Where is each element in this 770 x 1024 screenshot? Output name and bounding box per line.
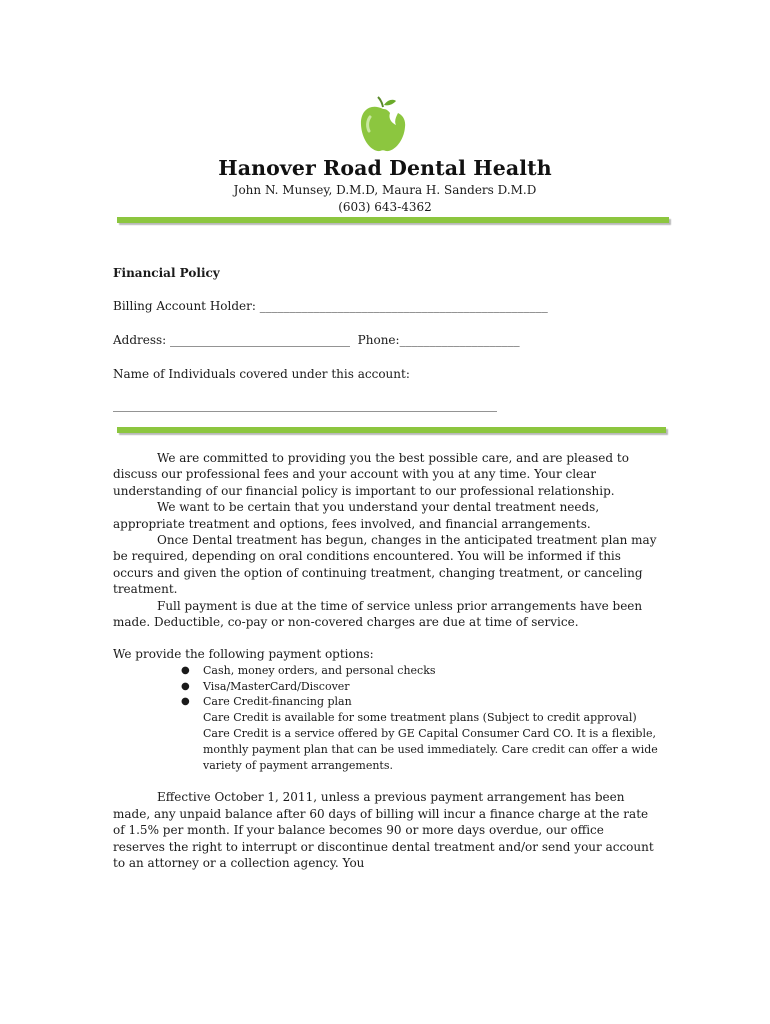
green-apple-icon <box>358 95 408 153</box>
list-item: ● Cash, money orders, and personal checks <box>181 663 436 677</box>
policy-paragraph: We want to be certain that you understand your dental treatment needs, appropriate treatment and options, fees involved, and financial arrangements. <box>113 500 600 531</box>
bullet-icon: ● <box>181 680 190 692</box>
covered-individuals-label: Name of Individuals covered under this account: <box>113 367 410 381</box>
section-title: Financial Policy <box>113 266 220 280</box>
header-divider <box>117 217 669 223</box>
form-divider <box>117 427 666 433</box>
list-item: ● Care Credit-financing plan Care Credit is available for some treatment plans (Subject to credit approval) Care Credit is a service offered by GE Capital Consumer Card CO. It is a flexible, monthly payment plan that can be used immediately. Care credit can offer a wide variety of payment arrangements. <box>181 695 658 772</box>
policy-paragraph: Once Dental treatment has begun, changes in the anticipated treatment plan may be required, depending on oral conditions encountered. You will be informed if this occurs and given the option of continuing treatment, changing treatment, or canceling treatment. <box>113 533 657 597</box>
billing-account-holder-field[interactable]: Billing Account Holder: ________________________________________________ <box>113 299 548 313</box>
address-phone-field[interactable]: Address: ______________________________ Phone:____________________ <box>113 333 520 347</box>
policy-paragraph: Full payment is due at the time of service unless prior arrangements have been made. Deductible, co-pay or non-covered charges are due at time of service. <box>113 598 643 630</box>
list-item: ● Visa/MasterCard/Discover <box>181 679 350 693</box>
bullet-icon: ● <box>181 664 190 676</box>
practice-name: Hanover Road Dental Health <box>218 156 552 180</box>
care-credit-note: Care Credit is available for some treatment plans (Subject to credit approval) <box>203 711 637 725</box>
policy-paragraph: We are committed to providing you the best possible care, and are pleased to discuss our professional fees and your account with you at any time. Your clear understanding of our financial policy is important to our professional relationship. <box>113 451 629 498</box>
doctors-line: John N. Munsey, D.M.D, Maura H. Sanders D.M.D <box>233 183 537 197</box>
policy-paragraph: Effective October 1, 2011, unless a previous payment arrangement has been made, any unpaid balance after 60 days of billing will incur a finance charge at the rate of 1.5% per month. If your balance becomes 90 or more days overdue, our office reserves the right to interrupt or discontinue dental treatment and/or send your account to an attorney or a collection agency. You <box>113 790 654 871</box>
covered-individuals-field[interactable]: ________________________________________________________________ <box>113 398 497 412</box>
policy-body <box>113 450 658 871</box>
practice-phone: (603) 643-4362 <box>338 200 432 214</box>
care-credit-note: Care Credit is a service offered by GE Capital Consumer Card CO. It is a flexible, monthly payment plan that can be used immediately. Care credit can offer a wide variety of payment arrangements. <box>203 727 658 772</box>
payment-options-intro: We provide the following payment options: <box>113 647 374 662</box>
payment-options-list <box>113 663 658 774</box>
bullet-icon: ● <box>181 696 190 708</box>
